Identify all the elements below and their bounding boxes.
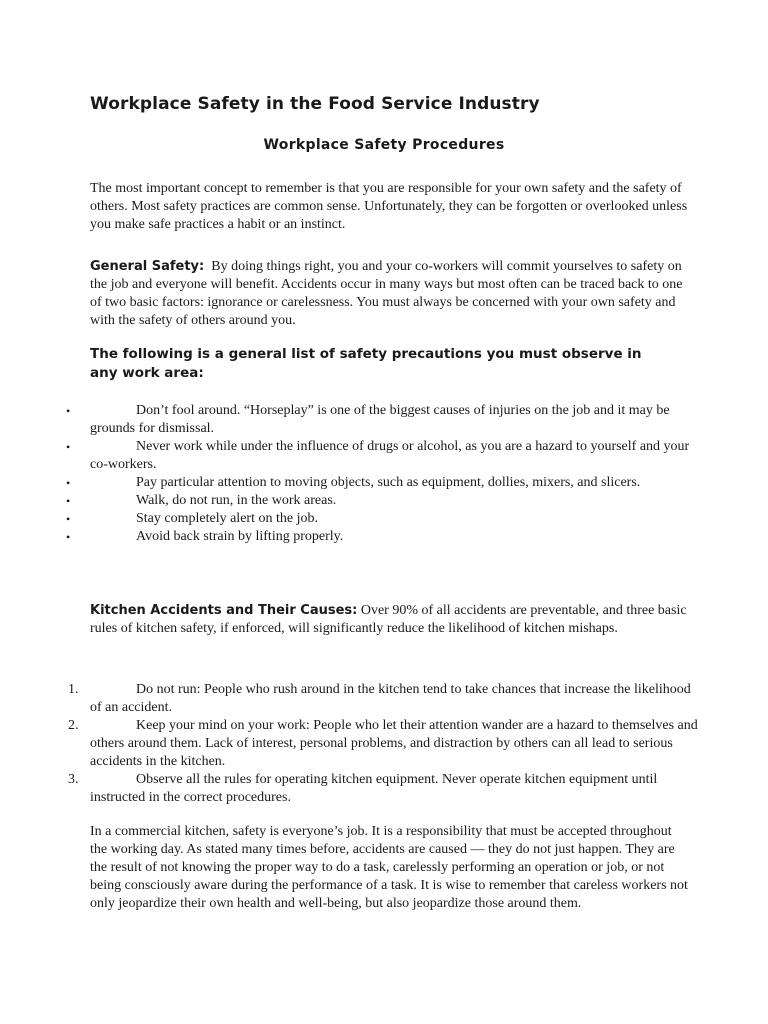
general-safety-label: General Safety: — [90, 259, 205, 274]
general-safety-text: By doing things right, you and your co-workers will commit yourselves to safety on the job and everyone will benefit. Accidents occur in many ways but most often can be traced back to one of two basic factors: ignorance or carelessness. You must always be concerned with your own safety and with the safety of others around you. — [90, 259, 683, 328]
number-marker: 2. — [68, 718, 79, 733]
list-item — [60, 402, 700, 438]
bullet-marker: • — [66, 440, 71, 454]
list-item-text: Never work while under the influence of drugs or alcohol, as you are a hazard to yourself and your co-workers. — [90, 439, 690, 472]
list-item-text: Don’t fool around. “Horseplay” is one of the biggest causes of injuries on the job and it may be grounds for dismissal. — [90, 403, 670, 436]
list-item — [60, 717, 700, 771]
list-item — [60, 681, 700, 717]
kitchen-rules-list — [60, 681, 700, 807]
bullet-marker: • — [66, 512, 71, 526]
list-item-text: Observe all the rules for operating kitchen equipment. Never operate kitchen equipment until instructed in the correct procedures. — [90, 772, 658, 805]
document-title: Workplace Safety in the Food Service Industry — [90, 94, 540, 114]
precautions-heading: The following is a general list of safety precautions you must observe in any work area: — [90, 346, 642, 381]
general-safety-paragraph — [90, 258, 690, 330]
bullet-marker: • — [66, 494, 71, 508]
bullet-marker: • — [66, 530, 71, 544]
bullet-marker: • — [66, 404, 71, 418]
list-item-text: Avoid back strain by lifting properly. — [136, 529, 344, 544]
number-marker: 3. — [68, 772, 79, 787]
list-item-text: Walk, do not run, in the work areas. — [136, 493, 337, 508]
list-item — [60, 510, 700, 528]
list-item — [60, 438, 700, 474]
number-marker: 1. — [68, 682, 79, 697]
closing-paragraph: In a commercial kitchen, safety is everyone’s job. It is a responsibility that must be accepted throughout the working day. As stated many times before, accidents are caused — they do not just happen. They are the result of not knowing the proper way to do a task, carelessly performing an operation or job, or not being consciously aware during the performance of a task. It is wise to remember that careless workers not only jeopardize their own health and well-being, but also jeopardize those around them. — [90, 824, 688, 911]
document-subtitle: Workplace Safety Procedures — [263, 137, 505, 153]
bullet-marker: • — [66, 476, 71, 490]
kitchen-accidents-label: Kitchen Accidents and Their Causes: — [90, 603, 358, 618]
list-item-text: Pay particular attention to moving objects, such as equipment, dollies, mixers, and slicers. — [136, 475, 641, 490]
intro-paragraph: The most important concept to remember is that you are responsible for your own safety and the safety of others. Most safety practices are common sense. Unfortunately, they can be forgotten or overlooked unless you make safe practices a habit or an instinct. — [90, 181, 688, 232]
kitchen-accidents-text: Over 90% of all accidents are preventable, and three basic rules of kitchen safety, if enforced, will significantly reduce the likelihood of kitchen mishaps. — [90, 603, 687, 636]
list-item-text: Do not run: People who rush around in the kitchen tend to take chances that increase the likelihood of an accident. — [90, 682, 691, 715]
list-item-text: Stay completely alert on the job. — [136, 511, 318, 526]
precautions-list — [60, 402, 700, 546]
list-item — [60, 474, 700, 492]
list-item — [60, 528, 700, 546]
list-item-text: Keep your mind on your work: People who let their attention wander are a hazard to themselves and others around them. Lack of interest, personal problems, and distraction by others can all lead to serious accidents in the kitchen. — [90, 718, 698, 769]
list-item — [60, 492, 700, 510]
kitchen-accidents-paragraph — [90, 602, 690, 638]
list-item — [60, 771, 700, 807]
